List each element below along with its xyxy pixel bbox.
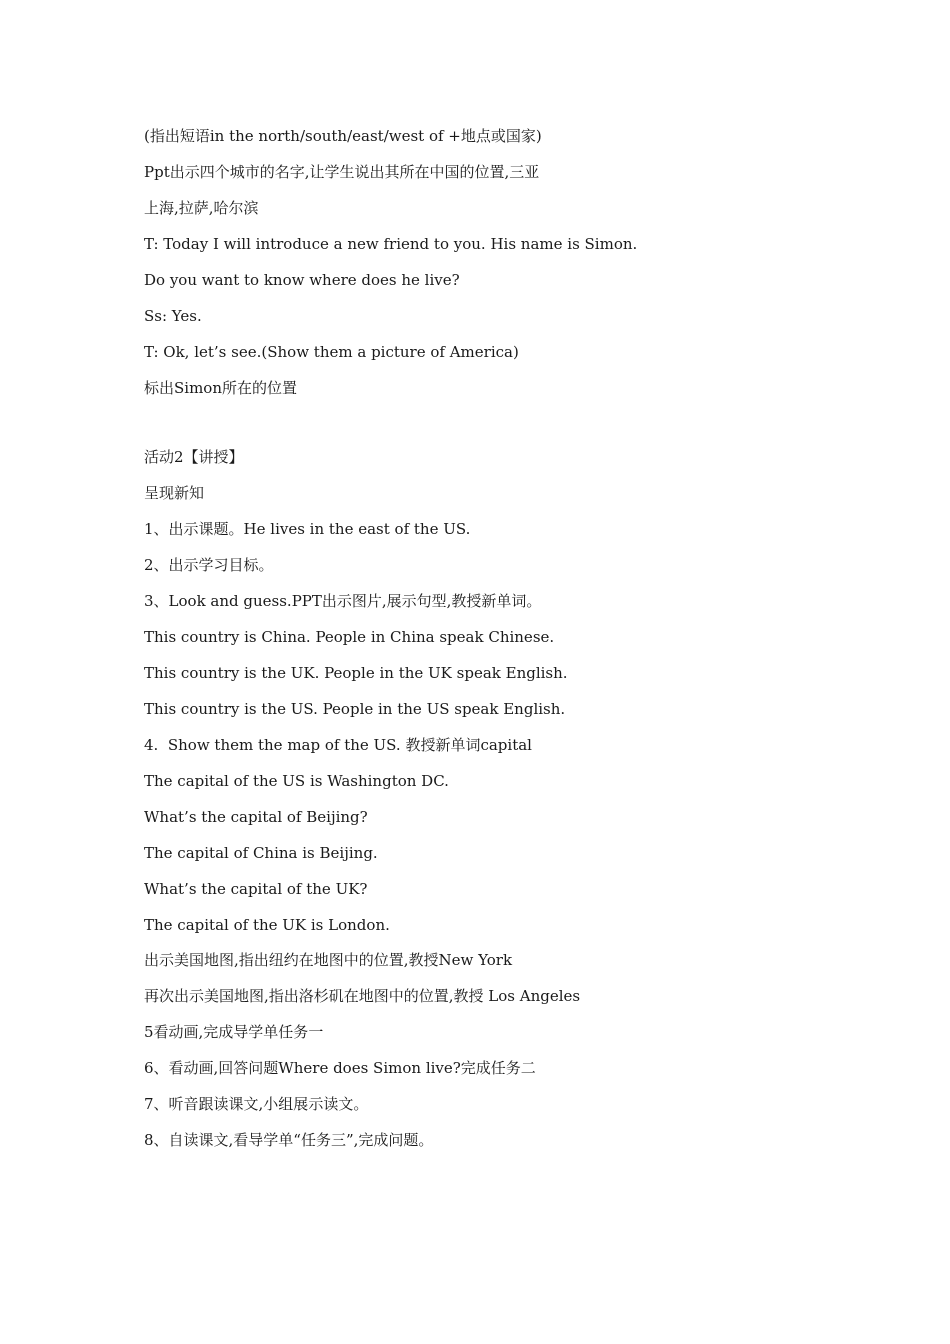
text-line: Ppt出示四个城市的名字,让学生说出其所在中国的位置,三亚 xyxy=(144,163,540,181)
text-line: 6、看动画,回答问题Where does Simon live?完成任务二 xyxy=(144,1059,536,1077)
text-line: 3、Look and guess.PPT出示图片,展示句型,教授新单词。 xyxy=(144,592,542,610)
text-line: 呈现新知 xyxy=(144,484,205,502)
text-line: 标出Simon所在的位置 xyxy=(144,379,297,397)
text-line: 2、出示学习目标。 xyxy=(144,556,274,574)
text-line: (指出短语in the north/south/east/west of +地点或国家) xyxy=(144,127,542,145)
text-line: This country is the US. People in the US speak English. xyxy=(144,700,566,718)
text-line: 4. Show them the map of the US. 教授新单词capital xyxy=(144,736,532,754)
text-line: 出示美国地图,指出纽约在地图中的位置,教授New York xyxy=(144,951,513,969)
text-line: 5看动画,完成导学单任务一 xyxy=(144,1023,324,1041)
text-line: Do you want to know where does he live? xyxy=(144,271,460,289)
text-line: 再次出示美国地图,指出洛杉矶在地图中的位置,教授 Los Angeles xyxy=(144,987,581,1005)
text-line: 8、自读课文,看导学单“任务三”,完成问题。 xyxy=(144,1131,434,1149)
text-line: What’s the capital of Beijing? xyxy=(144,808,368,826)
text-line: This country is China. People in China speak Chinese. xyxy=(144,628,555,646)
text-line: 7、听音跟读课文,小组展示读文。 xyxy=(144,1095,369,1113)
text-line: 1、出示课题。He lives in the east of the US. xyxy=(144,520,471,538)
text-line: What’s the capital of the UK? xyxy=(144,880,368,898)
text-line: The capital of the US is Washington DC. xyxy=(144,772,449,790)
text-line: 上海,拉萨,哈尔滨 xyxy=(144,199,259,217)
text-line: T: Today I will introduce a new friend to you. His name is Simon. xyxy=(144,235,638,253)
text-line: The capital of China is Beijing. xyxy=(144,844,378,862)
section-heading: 活动2【讲授】 xyxy=(144,448,244,466)
text-line: T: Ok, let’s see.(Show them a picture of America) xyxy=(144,343,519,361)
text-line: This country is the UK. People in the UK speak English. xyxy=(144,664,568,682)
text-line: Ss: Yes. xyxy=(144,307,202,325)
text-line: The capital of the UK is London. xyxy=(144,916,390,934)
